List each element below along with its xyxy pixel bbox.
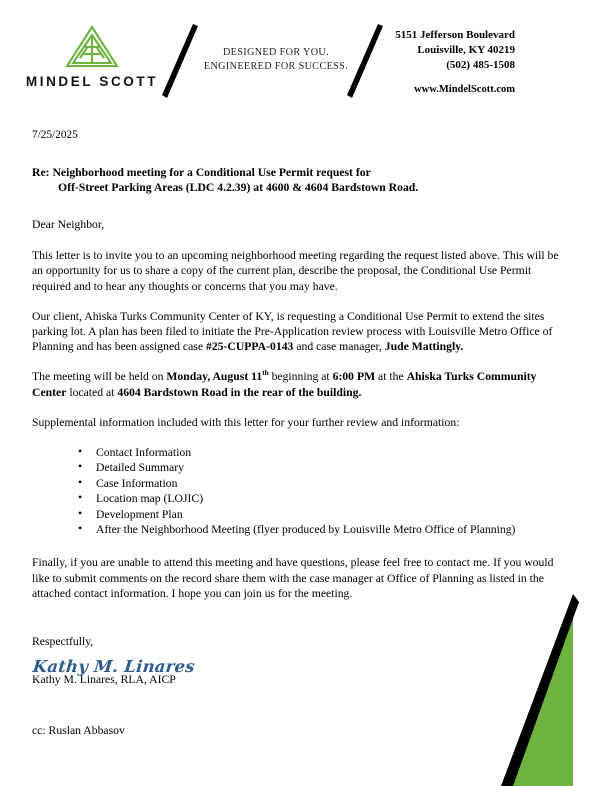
meeting-time-intro: beginning at	[268, 370, 333, 384]
list-item: • Detailed Summary	[78, 460, 572, 475]
paragraph-client-case	[32, 309, 572, 355]
tagline-line-1: DESIGNED FOR YOU.	[222, 47, 330, 58]
list-item: • Contact Information	[78, 445, 572, 460]
company-tagline	[196, 46, 356, 74]
meeting-venue-intro: at the	[375, 370, 407, 384]
company-wordmark: MINDEL SCOTT	[25, 74, 159, 89]
subject-block	[32, 165, 572, 196]
letterhead-slash-divider-left	[160, 22, 200, 100]
paragraph-closing-remarks: Finally, if you are unable to attend this meeting and have questions, please feel free to contact me. If you would like to submit comments on the record share them with the case manager at Office of Planning as listed in the attached contact information. I hope you can join us for the meeting.	[32, 556, 554, 600]
list-item: • Case Information	[78, 476, 572, 491]
handwritten-signature: Kathy M. Linares	[31, 656, 196, 676]
mindel-scott-triangle-logo-icon	[63, 24, 121, 70]
supplemental-items-list	[32, 445, 572, 537]
paragraph-client-case-text-a: Our client, Ahiska Turks Community Center of KY, is requesting a Conditional Use Permit to extend the sites parking lot. A plan has been filed to initiate the Pre-Application review process with Louisville Metro Office of Planning and has been assigned case	[32, 309, 553, 354]
company-logo-block	[22, 24, 162, 89]
address-city-state-zip: Louisville, KY 40219	[417, 44, 515, 56]
subject-line-1: Re: Neighborhood meeting for a Conditional Use Permit request for	[32, 165, 371, 179]
tagline-line-2: ENGINEERED FOR SUCCESS.	[203, 61, 349, 72]
case-manager-name: Jude Mattingly.	[384, 340, 464, 354]
subject-line-2: Off-Street Parking Areas (LDC 4.2.39) at 4600 & 4604 Bardstown Road.	[58, 181, 419, 195]
paragraph-meeting-details	[32, 369, 572, 399]
carbon-copy-line: cc: Ruslan Abbasov	[32, 723, 125, 737]
signer-name-title: Kathy M. Linares, RLA, AICP	[32, 673, 176, 687]
address-street: 5151 Jefferson Boulevard	[395, 29, 515, 41]
meeting-address: 4604 Bardstown Road in the rear of the building.	[117, 385, 362, 399]
list-item: • After the Neighborhood Meeting (flyer produced by Louisville Metro Office of Planning)	[78, 522, 572, 537]
meeting-date-ordinal-suffix: th	[262, 369, 269, 378]
company-phone: (502) 485-1508	[446, 59, 515, 71]
meeting-address-intro: located at	[66, 385, 118, 399]
company-website: www.MindelScott.com	[414, 84, 515, 95]
meeting-date: Monday, August 11	[166, 370, 263, 384]
paragraph-client-case-text-b: and case manager,	[293, 340, 385, 354]
list-item: • Development Plan	[78, 507, 572, 522]
letterhead	[0, 0, 607, 115]
letter-body	[32, 128, 572, 738]
meeting-venue: Ahiska Turks Community Center	[32, 370, 537, 399]
salutation: Dear Neighbor,	[32, 217, 105, 231]
meeting-time: 6:00 PM	[332, 370, 376, 384]
paragraph-invitation: This letter is to invite you to an upcoming neighborhood meeting regarding the request listed above. This will be an opportunity for us to share a copy of the current plan, describe the proposal, the Conditional Use Permit required and to hear any thoughts or concerns that you may have.	[32, 249, 559, 293]
closing-salutation: Respectfully,	[32, 635, 94, 649]
meeting-intro-text: The meeting will be held on	[32, 370, 167, 384]
company-address-block	[395, 28, 515, 73]
case-number: #25-CUPPA-0143	[205, 340, 294, 354]
list-item: • Location map (LOJIC)	[78, 491, 572, 506]
supplemental-list-intro: Supplemental information included with this letter for your further review and information:	[32, 415, 460, 429]
letter-date: 7/25/2025	[32, 129, 78, 141]
